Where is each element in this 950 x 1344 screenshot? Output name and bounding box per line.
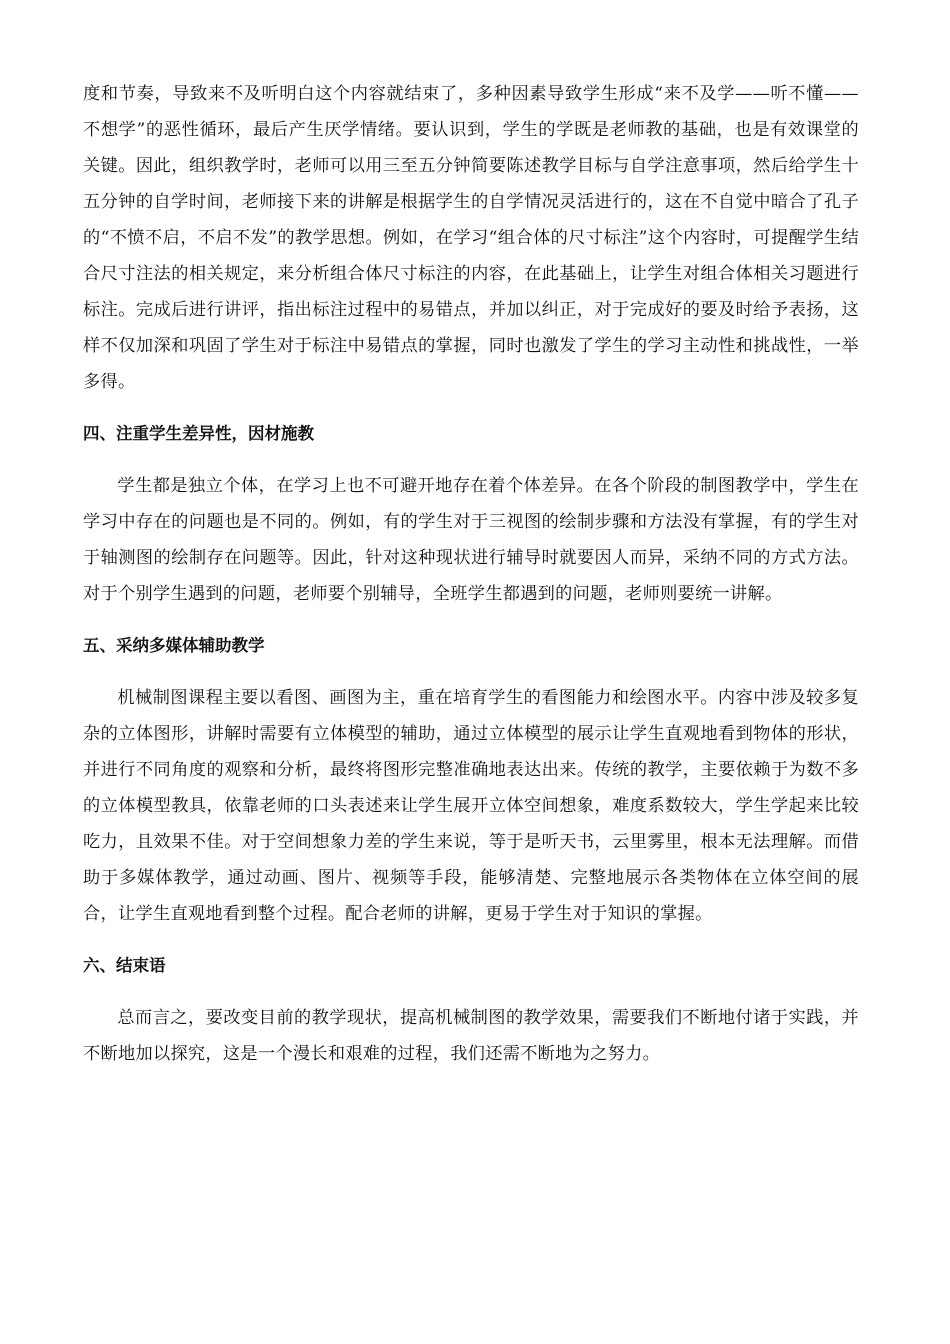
section-heading-6: 六、结束语: [83, 956, 166, 975]
paragraph-section-6: 总而言之，要改变目前的教学现状，提高机械制图的教学效果，需要我们不断地付诸于实践，并不断地加以探究，这是一个漫长和艰难的过程，我们还需不断地为之努力。: [83, 1008, 859, 1064]
document-page: [83, 76, 859, 1072]
section-heading-5: 五、采纳多媒体辅助教学: [83, 636, 265, 655]
paragraph-section-5: 机械制图课程主要以看图、画图为主，重在培育学生的看图能力和绘图水平。内容中涉及较多复杂的立体图形，讲解时需要有立体模型的辅助，通过立体模型的展示让学生直观地看到物体的形状，并进行不同角度的观察和分析，最终将图形完整准确地表达出来。传统的教学，主要依赖于为数不多的立体模型教具，依靠老师的口头表述来让学生展开立体空间想象，难度系数较大，学生学起来比较吃力，且效果不佳。对于空间想象力差的学生来说，等于是听天书，云里雾里，根本无法理解。而借助于多媒体教学，通过动画、图片、视频等手段，能够清楚、完整地展示各类物体在立体空间的展合，让学生直观地看到整个过程。配合老师的讲解，更易于学生对于知识的掌握。: [83, 688, 859, 924]
section-heading-4: 四、注重学生差异性，因材施教: [83, 424, 314, 443]
paragraph-continuation: 度和节奏，导致来不及听明白这个内容就结束了，多种因素导致学生形成“来不及学——听不懂——不想学”的恶性循环，最后产生厌学情绪。要认识到，学生的学既是老师教的基础，也是有效课堂的关键。因此，组织教学时，老师可以用三至五分钟简要陈述教学目标与自学注意事项，然后给学生十五分钟的自学时间，老师接下来的讲解是根据学生的自学情况灵活进行的，这在不自觉中暗合了孔子的“不愤不启，不启不发”的教学思想。例如，在学习“组合体的尺寸标注”这个内容时，可提醒学生结合尺寸注法的相关规定，来分析组合体尺寸标注的内容，在此基础上，让学生对组合体相关习题进行标注。完成后进行讲评，指出标注过程中的易错点，并加以纠正，对于完成好的要及时给予表扬，这样不仅加深和巩固了学生对于标注中易错点的掌握，同时也激发了学生的学习主动性和挑战性，一举多得。: [83, 84, 859, 392]
paragraph-section-4: 学生都是独立个体，在学习上也不可避开地存在着个体差异。在各个阶段的制图教学中，学生在学习中存在的问题也是不同的。例如，有的学生对于三视图的绘制步骤和方法没有掌握，有的学生对于轴测图的绘制存在问题等。因此，针对这种现状进行辅导时就要因人而异，采纳不同的方式方法。对于个别学生遇到的问题，老师要个别辅导，全班学生都遇到的问题，老师则要统一讲解。: [83, 476, 859, 604]
